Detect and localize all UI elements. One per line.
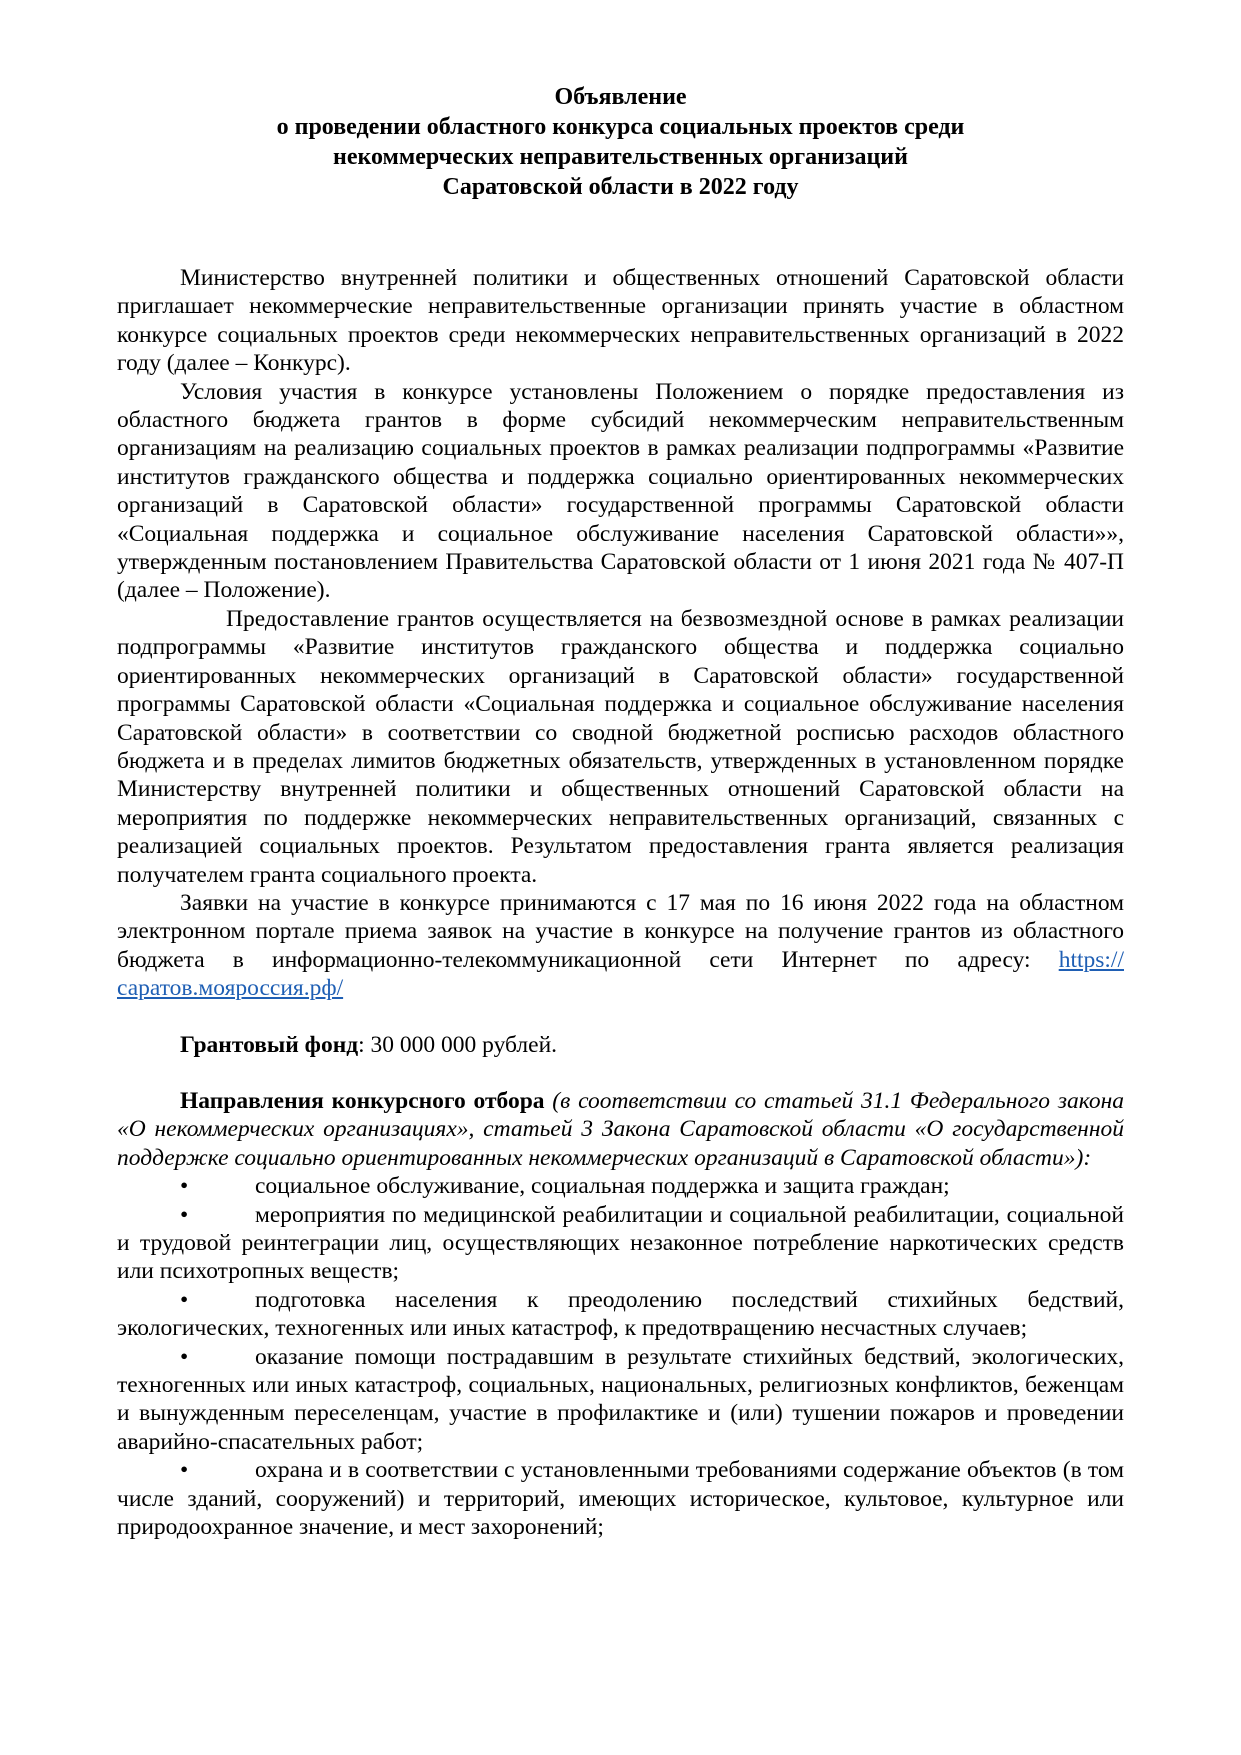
bullet-icon: • [180, 1343, 189, 1370]
direction-text: охрана и в соответствии с установленными требованиями содержание объектов (в том числе зданий, сооружений) и территорий, имеющих историческое, культовое, культурное или природоохранное значение, и мест захоронений; [117, 1457, 1124, 1541]
direction-text: социальное обслуживание, социальная поддержка и защита граждан; [255, 1173, 950, 1200]
fund-value: : 30 000 000 рублей. [358, 1031, 558, 1058]
title-line-4: Саратовской области в 2022 году [442, 174, 799, 200]
grants-paragraph: Предоставление грантов осуществляется на безвозмездной основе в рамках реализации подпрограммы «Развитие институтов гражданского общества и поддержка социально ориентированных некоммерческих организаций в Саратовской области» государственной программы Саратовской области «Социальная поддержка и социальное обслуживание населения Саратовской области» в соответствии со сводной бюджетной росписью расходов областного бюджета и в пределах лимитов бюджетных обязательств, утвержденных в установленном порядке Министерству внутренней политики и общественных отношений Саратовской области на мероприятия по поддержке некоммерческих неправительственных организаций, связанных с реализацией социальных проектов. Результатом предоставления гранта является реализация получателем гранта социального проекта. [117, 605, 1124, 888]
directions-label: Направления конкурсного отбора [180, 1087, 545, 1114]
list-item [117, 1456, 1124, 1541]
direction-text: подготовка населения к преодолению последствий стихийных бедствий, экологических, техногенных или иных катастроф, к предотвращению несчастных случаев; [117, 1286, 1124, 1342]
applications-paragraph [117, 889, 1124, 1003]
directions-note: (в соответствии со статьей 31.1 Федерального закона «О некоммерческих организациях», статьей 3 Закона Саратовской области «О государственной поддержке социально ориентированных некоммерческих организаций в Саратовской области»): [117, 1087, 1124, 1171]
list-item [117, 1286, 1124, 1343]
document-page [117, 82, 1124, 1541]
list-item [117, 1201, 1124, 1286]
title-line-2: о проведении областного конкурса социальных проектов среди [276, 114, 965, 140]
title-line-1: Объявление [554, 84, 687, 110]
directions-list [117, 1172, 1124, 1541]
bullet-icon: • [180, 1286, 189, 1313]
list-item [117, 1343, 1124, 1457]
conditions-paragraph: Условия участия в конкурсе установлены Положением о порядке предоставления из областного бюджета грантов в форме субсидий некоммерческим неправительственным организациям на реализацию социальных проектов в рамках реализации подпрограммы «Развитие институтов гражданского общества и поддержка социально ориентированных некоммерческих организаций в Саратовской области» государственной программы Саратовской области «Социальная поддержка и социальное обслуживание населения Саратовской области»», утвержденным постановлением Правительства Саратовской области от 1 июня 2021 года № 407-П (далее – Положение). [117, 378, 1124, 604]
intro-paragraph: Министерство внутренней политики и общественных отношений Саратовской области приглашает некоммерческие неправительственные организации принять участие в областном конкурсе социальных проектов среди некоммерческих неправительственных организаций в 2022 году (далее – Конкурс). [117, 265, 1124, 377]
bullet-icon: • [180, 1201, 189, 1228]
title-line-3: некоммерческих неправительственных организаций [333, 144, 908, 170]
list-item [117, 1172, 1124, 1200]
section-spacer [117, 1003, 1124, 1031]
direction-text: мероприятия по медицинской реабилитации и социальной реабилитации, социальной и трудовой реинтеграции лиц, осуществляющих незаконное потребление наркотических средств или психотропных веществ; [117, 1201, 1124, 1285]
directions-heading [117, 1087, 1124, 1172]
bullet-icon: • [180, 1457, 189, 1484]
section-spacer [117, 1059, 1124, 1087]
document-title [117, 82, 1124, 202]
bullet-icon: • [180, 1173, 189, 1200]
fund-label: Грантовый фонд [180, 1031, 359, 1058]
title-spacer [117, 202, 1124, 264]
portal-link[interactable]: https://саратов.мояроссия.рф/ [117, 946, 1124, 1002]
fund-paragraph [117, 1031, 1124, 1059]
direction-text: оказание помощи пострадавшим в результате стихийных бедствий, экологических, техногенных или иных катастроф, социальных, национальных, религиозных конфликтов, беженцам и вынужденным переселенцам, участие в профилактике и (или) тушении пожаров и проведении аварийно-спасательных работ; [117, 1343, 1124, 1455]
applications-text: Заявки на участие в конкурсе принимаются с 17 мая по 16 июня 2022 года на областном электронном портале приема заявок на участие в конкурсе на получение грантов из областного бюджета в информационно-телекоммуникационной сети Интернет по адресу: [117, 889, 1124, 973]
